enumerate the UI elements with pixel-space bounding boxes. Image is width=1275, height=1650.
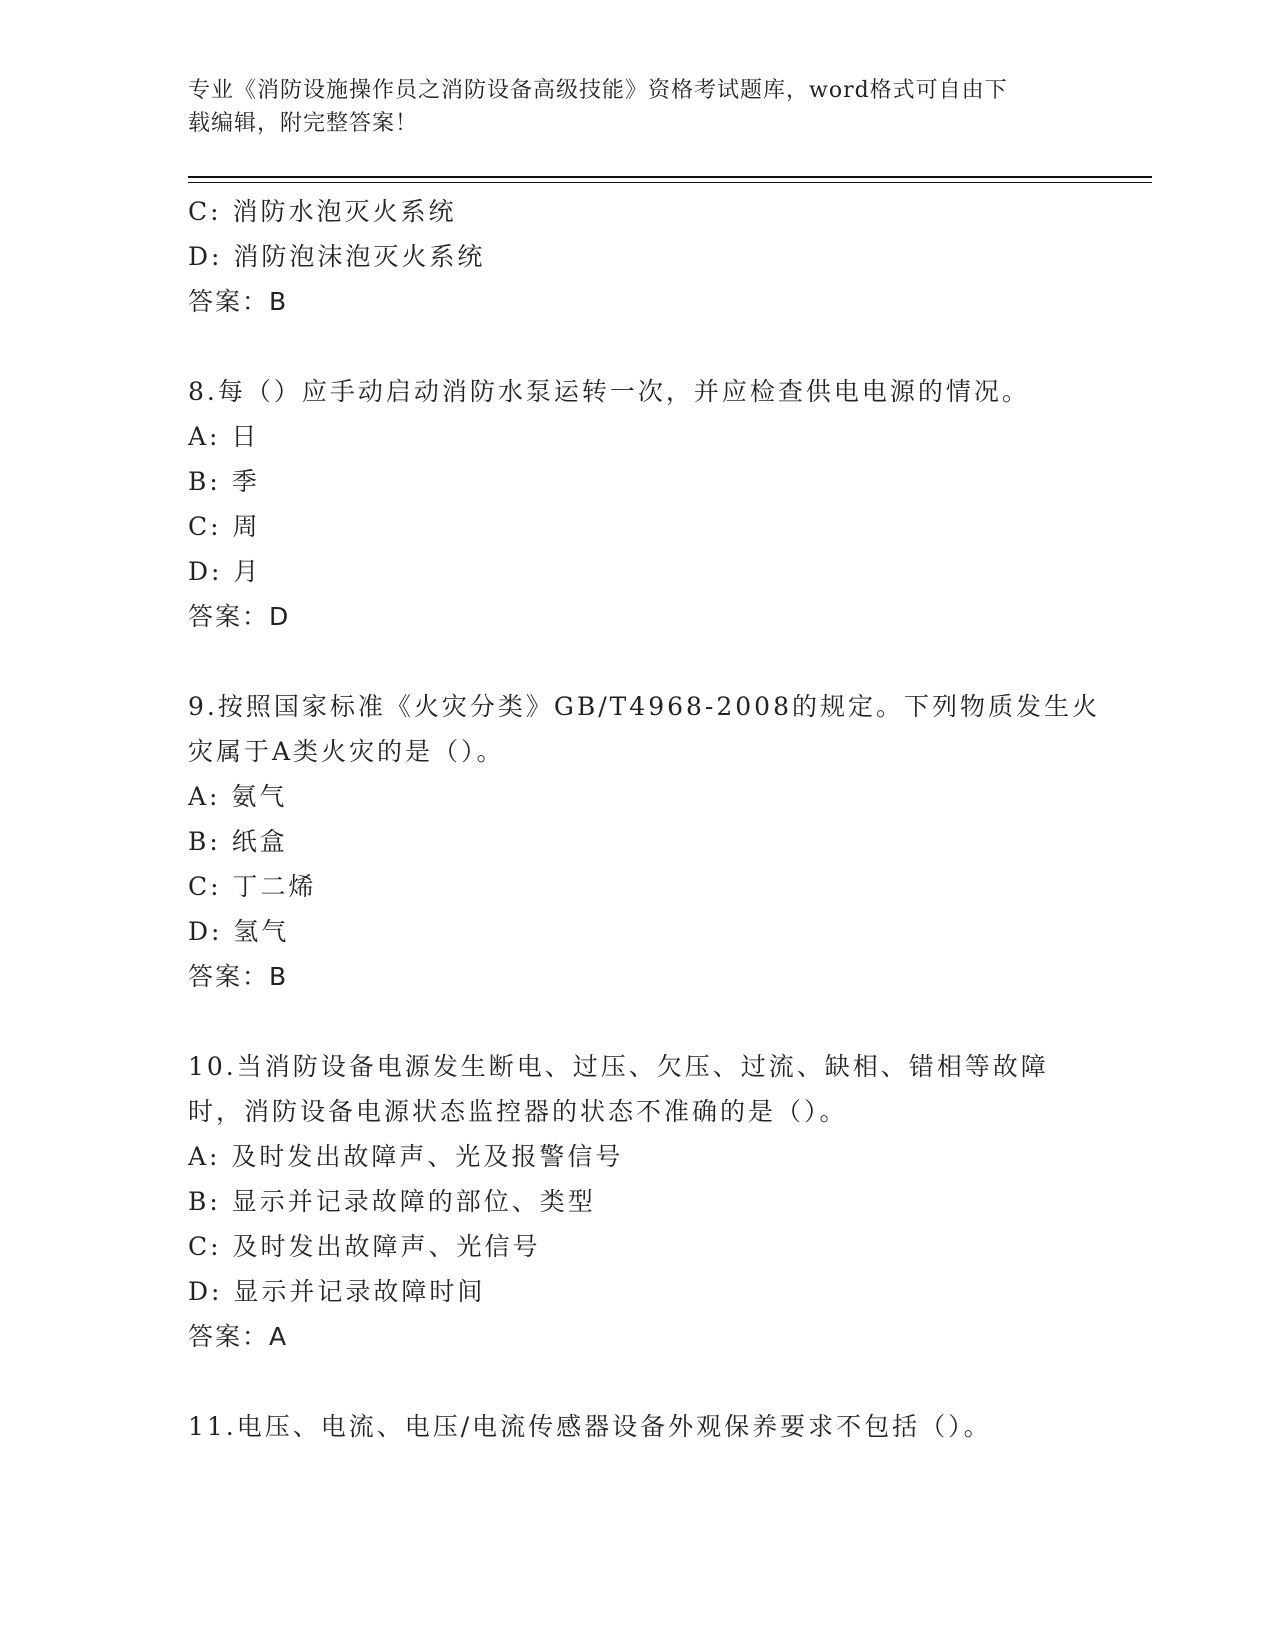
q8-option-c: C: 周 [188,512,261,541]
q9-option-a: A: 氨气 [188,782,288,811]
q8-answer: 答案：D [188,602,291,631]
q8-option-a: A: 日 [188,422,260,451]
q7-option-d: D: 消防泡沫泡灭火系统 [188,242,486,271]
q10-answer: 答案：A [188,1322,289,1351]
header-divider-thin [188,182,1152,183]
header-line-2: 载编辑，附完整答案！ [188,111,419,136]
q8-question: 8.每（）应手动启动消防水泵运转一次，并应检查供电电源的情况。 [188,377,1030,406]
q8-option-b: B: 季 [188,467,260,496]
q8-option-d: D: 月 [188,557,262,586]
q10-option-d: D: 显示并记录故障时间 [188,1277,486,1306]
q9-answer: 答案：B [188,962,289,991]
q9-option-c: C: 丁二烯 [188,872,317,901]
q9-option-b: B: 纸盒 [188,827,288,856]
q10-question-line-2: 时，消防设备电源状态监控器的状态不准确的是（）。 [188,1097,848,1126]
q9-question-line-2: 灾属于A类火灾的是（）。 [188,737,505,766]
q10-option-c: C: 及时发出故障声、光信号 [188,1232,541,1261]
q10-option-b: B: 显示并记录故障的部位、类型 [188,1187,596,1216]
q10-option-a: A: 及时发出故障声、光及报警信号 [188,1142,624,1171]
header-line-1: 专业《消防设施操作员之消防设备高级技能》资格考试题库，word格式可自由下 [188,78,1008,103]
q9-question-line-1: 9.按照国家标准《火灾分类》GB/T4968-2008的规定。下列物质发生火 [188,692,1100,721]
q11-question: 11.电压、电流、电压/电流传感器设备外观保养要求不包括（）。 [188,1412,992,1441]
q10-question-line-1: 10.当消防设备电源发生断电、过压、欠压、过流、缺相、错相等故障 [188,1052,1049,1081]
header-divider-thick [188,176,1152,178]
q9-option-d: D: 氢气 [188,917,290,946]
document-header [188,74,1068,140]
q7-answer: 答案：B [188,287,289,316]
q7-option-c: C: 消防水泡灭火系统 [188,197,457,226]
